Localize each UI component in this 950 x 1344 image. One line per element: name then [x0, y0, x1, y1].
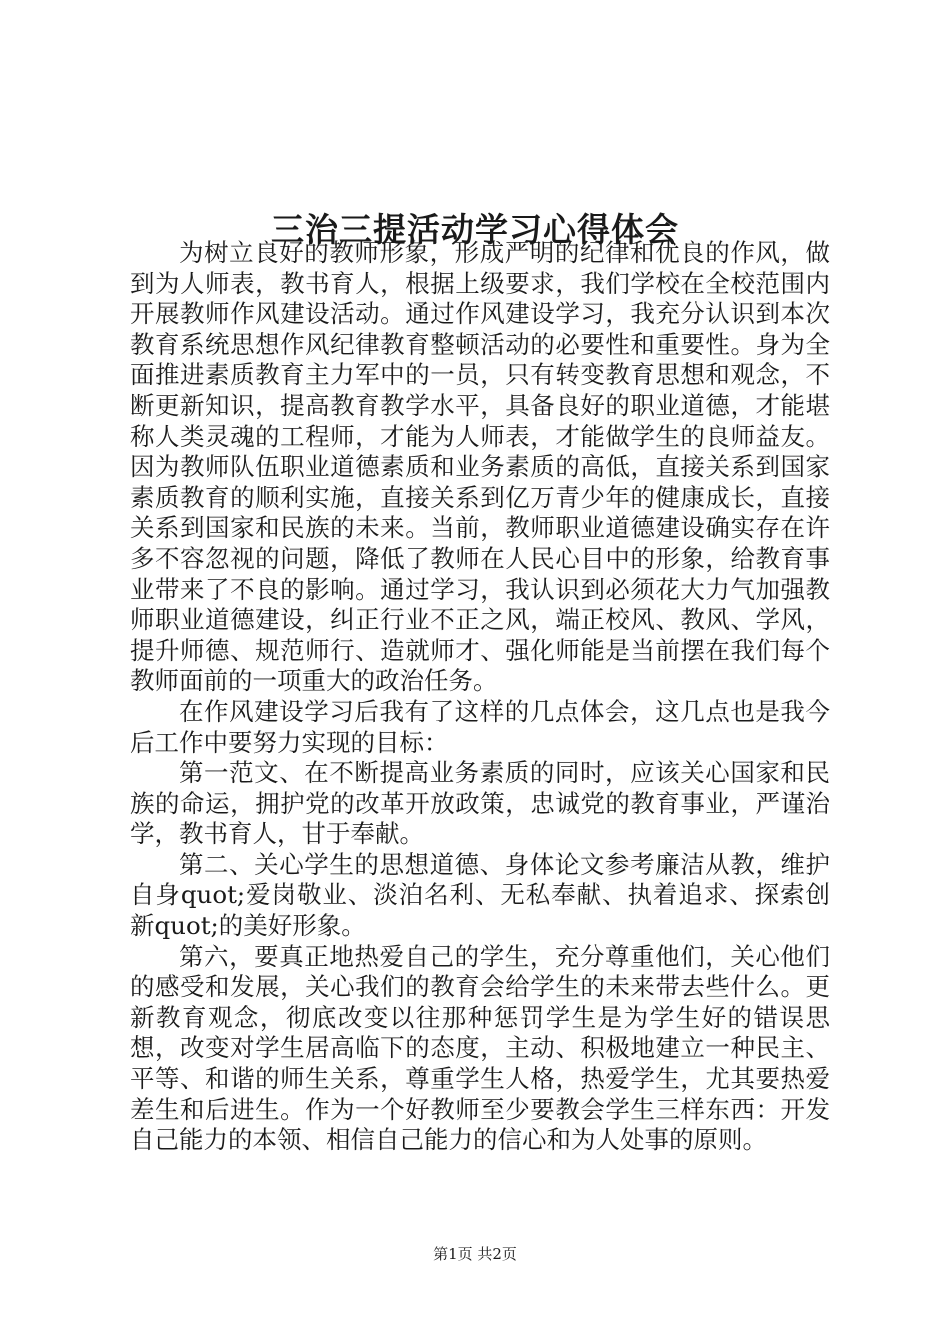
paragraph-point-one: 第一范文、在不断提高业务素质的同时，应该关心国家和民族的命运，拥护党的改革开放政策，忠诚党的教育事业，严谨治学，教书育人，甘于奉献。	[130, 758, 830, 849]
document-body	[130, 238, 830, 1156]
paragraph-intro: 为树立良好的教师形象，形成严明的纪律和优良的作风，做到为人师表，教书育人，根据上级要求，我们学校在全校范围内开展教师作风建设活动。通过作风建设学习，我充分认识到本次教育系统思想作风纪律教育整顿活动的必要性和重要性。身为全面推进素质教育主力军中的一员，只有转变教育思想和观念，不断更新知识，提高教育教学水平，具备良好的职业道德，才能堪称人类灵魂的工程师，才能为人师表，才能做学生的良师益友。因为教师队伍职业道德素质和业务素质的高低，直接关系到国家素质教育的顺利实施，直接关系到亿万青少年的健康成长，直接关系到国家和民族的未来。当前，教师职业道德建设确实存在许多不容忽视的问题，降低了教师在人民心目中的形象，给教育事业带来了不良的影响。通过学习，我认识到必须花大力气加强教师职业道德建设，纠正行业不正之风，端正校风、教风、学风，提升师德、规范师行、造就师才、强化师能是当前摆在我们每个教师面前的一项重大的政治任务。	[130, 238, 830, 696]
paragraph-insights-lead: 在作风建设学习后我有了这样的几点体会，这几点也是我今后工作中要努力实现的目标：	[130, 696, 830, 757]
paragraph-point-two: 第二、关心学生的思想道德、身体论文参考廉洁从教，维护自身quot;爱岗敬业、淡泊名利、无私奉献、执着追求、探索创新quot;的美好形象。	[130, 849, 830, 941]
page-number-footer: 第1页 共2页	[433, 1245, 517, 1263]
paragraph-point-six: 第六，要真正地热爱自己的学生，充分尊重他们，关心他们的感受和发展，关心我们的教育会给学生的未来带去些什么。更新教育观念，彻底改变以往那种惩罚学生是为学生好的错误思想，改变对学生居高临下的态度，主动、积极地建立一种民主、平等、和谐的师生关系，尊重学生人格，热爱学生，尤其要热爱差生和后进生。作为一个好教师至少要教会学生三样东西：开发自己能力的本领、相信自己能力的信心和为人处事的原则。	[130, 941, 830, 1155]
document-title: 三治三提活动学习心得体会	[271, 210, 679, 250]
